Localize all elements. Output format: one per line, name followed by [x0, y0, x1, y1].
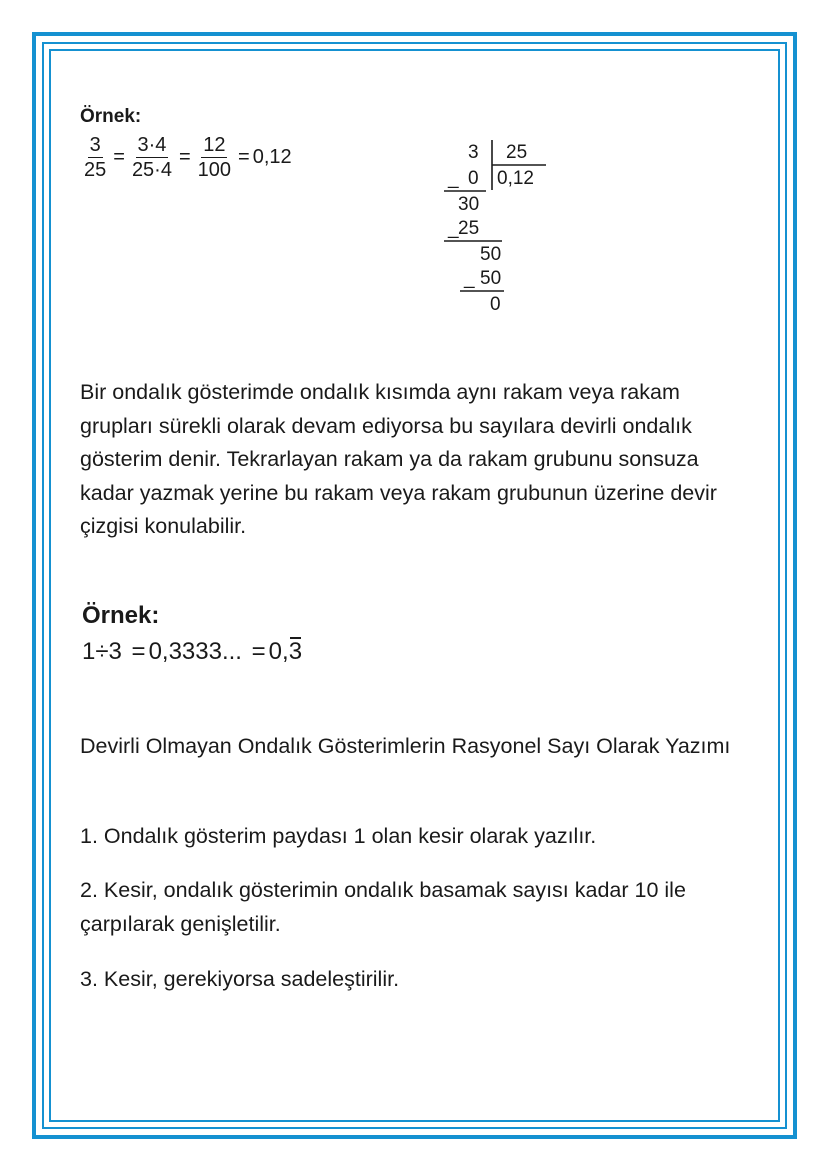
equals-sign: =	[238, 146, 250, 168]
inner-frame-border	[49, 49, 780, 1122]
division-expression: 1÷3	[82, 638, 122, 665]
division-row: 0	[468, 168, 479, 189]
quotient: 0,12	[497, 168, 534, 189]
dividend: 3	[468, 142, 479, 163]
fraction-numerator: 3·4	[137, 134, 167, 156]
division-row: 50	[480, 268, 502, 289]
repeating-digit-with-bar: 3	[288, 638, 303, 665]
section-title: Devirli Olmayan Ondalık Gösterimlerin Rasyonel Sayı Olarak Yazımı	[80, 734, 731, 758]
fraction-denominator: 100	[197, 159, 232, 181]
decimal-expansion: 0,3333...	[148, 638, 242, 665]
fraction-12-over-100	[196, 134, 233, 181]
step-item: 2. Kesir, ondalık gösterimin ondalık basamak sayısı kadar 10 ile çarpılarak genişletilir.	[80, 878, 686, 936]
fraction-denominator: 25	[84, 159, 107, 181]
divisor: 25	[506, 142, 528, 163]
equals-sign: =	[251, 638, 266, 665]
step-item: 1. Ondalık gösterim paydası 1 olan kesir olarak yazılır.	[80, 824, 597, 848]
recurring-decimal-definition: Bir ondalık gösterimde ondalık kısımda aynı rakam veya rakam grupları sürekli olarak devam ediyorsa bu sayılara devirli ondalık gösterim denir. Tekrarlayan rakam ya da rakam grubunu sonsuza kadar yazmak yerine bu rakam veya rakam grubunun üzerine devir çizgisi konulabilir.	[80, 380, 717, 539]
fraction-3-over-25	[82, 134, 108, 181]
minus-sign: _	[448, 218, 459, 239]
fraction-expanded	[130, 134, 174, 181]
minus-sign: _	[464, 268, 475, 289]
example1-title: Örnek:	[80, 106, 142, 127]
example1-equation	[80, 134, 292, 181]
example2-equation	[82, 638, 302, 666]
division-row: 25	[458, 218, 480, 239]
division-row: 50	[480, 244, 502, 265]
fraction-numerator: 3	[89, 134, 101, 156]
division-row: 30	[458, 194, 480, 215]
fraction-denominator: 25·4	[131, 159, 172, 181]
minus-sign: _	[448, 168, 459, 189]
decimal-prefix: 0,	[268, 638, 289, 665]
long-division	[430, 134, 570, 344]
decimal-result: 0,12	[252, 146, 292, 168]
equals-sign: =	[131, 638, 146, 665]
equals-sign: =	[178, 146, 191, 168]
fraction-numerator: 12	[203, 134, 226, 156]
equals-sign: =	[113, 146, 125, 168]
step-item: 3. Kesir, gerekiyorsa sadeleştirilir.	[80, 967, 400, 991]
division-row: 0	[490, 294, 501, 315]
example2-title: Örnek:	[82, 602, 160, 629]
